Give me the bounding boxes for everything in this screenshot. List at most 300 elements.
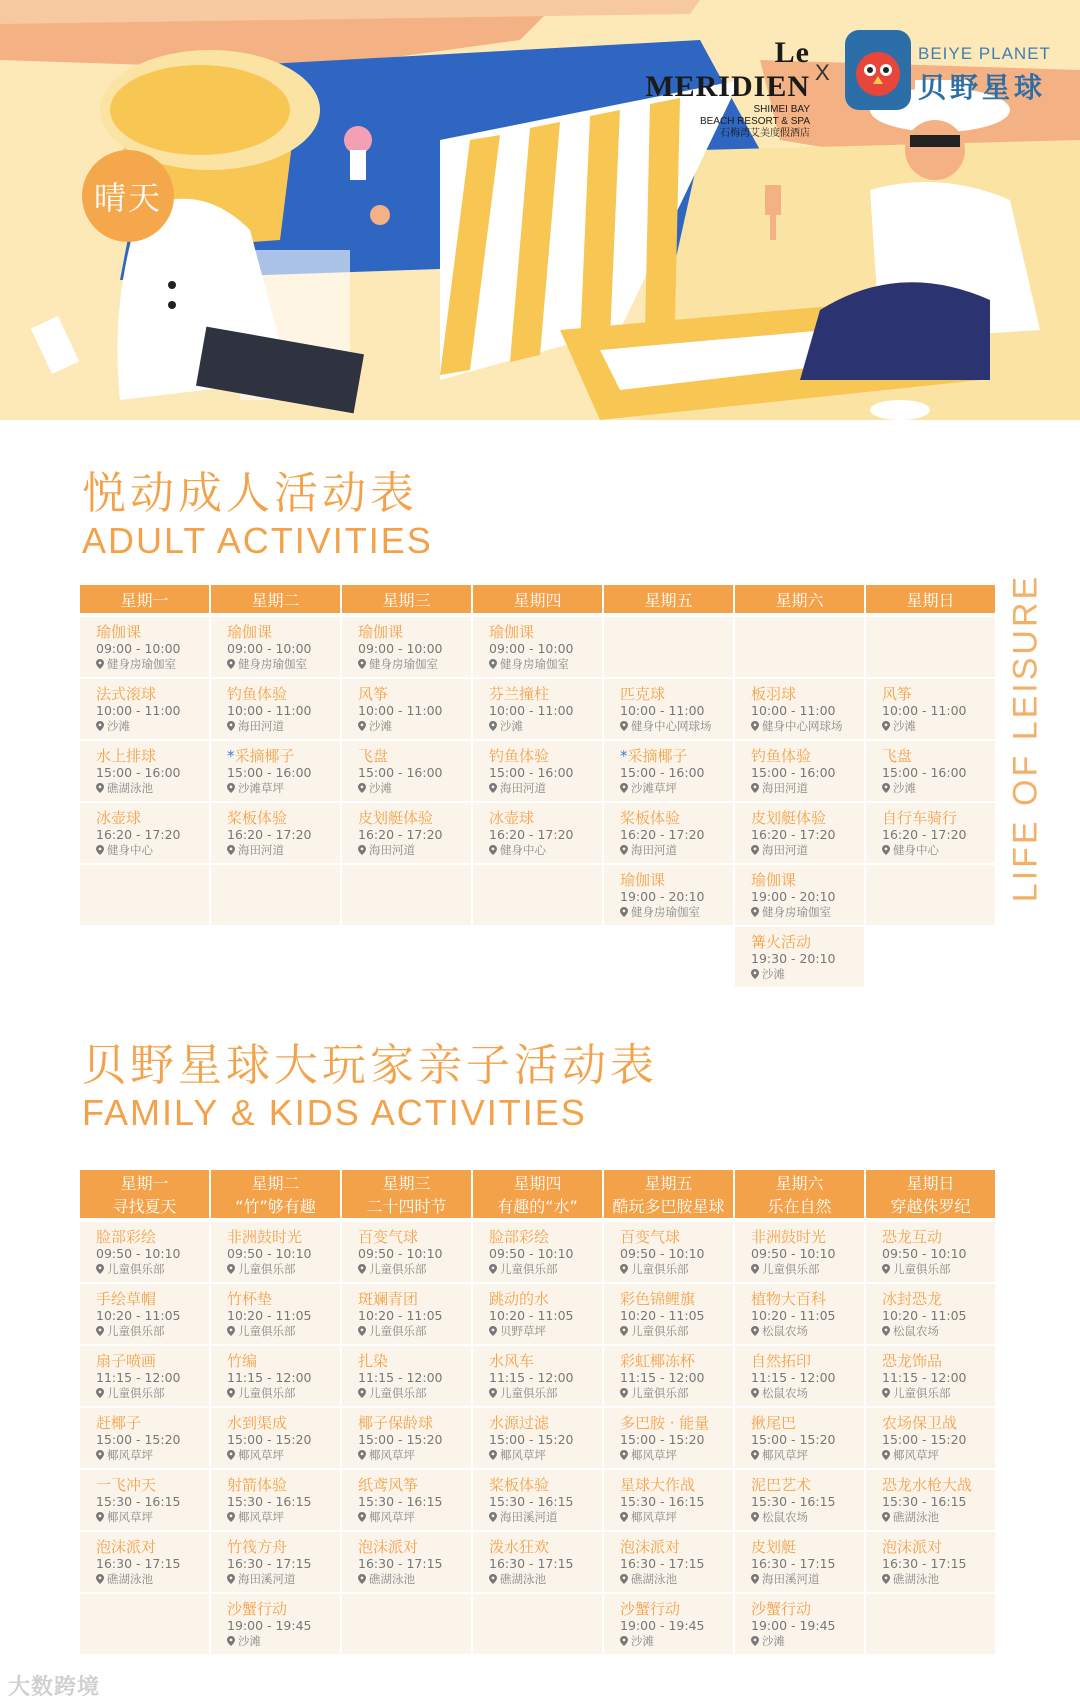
activity-location-text: 椰风草坪 [369,1447,415,1462]
activity-name [358,1352,471,1370]
location-pin-icon [620,1326,628,1336]
activity-location-text: 椰风草坪 [762,1447,808,1462]
activity-name-text: 跳动的水 [489,1289,550,1308]
activity-location [882,1448,995,1463]
activity-name [227,809,340,827]
activity-location [227,1510,340,1525]
activity-location-text: 海田河道 [369,842,415,857]
activity-location-text: 健身中心网球场 [762,718,843,733]
activity-location [620,1262,733,1277]
activity-time: 11:15 - 12:00 [882,1369,967,1385]
activity-location [96,843,209,858]
activity-name-text: 瑜伽课 [751,870,797,889]
location-pin-icon [751,907,759,917]
activity-location-text: 椰风草坪 [107,1509,153,1524]
activity-location-text: 沙滩草坪 [238,780,284,795]
activity-location-text: 礁湖泳池 [893,1571,939,1586]
activity-name-text: 脸部彩绘 [96,1227,157,1246]
location-pin-icon [96,1264,104,1274]
activity-location [358,1262,471,1277]
activity-name [489,1228,602,1246]
location-pin-icon [96,783,104,793]
activity-time: 15:00 - 15:20 [489,1431,574,1447]
location-pin-icon [751,1636,759,1646]
activity-name [489,1352,602,1370]
activity-cell [211,679,340,741]
activity-cell [866,1470,995,1532]
activity-location [620,719,733,734]
empty-cell [866,617,995,679]
activity-cell [211,1346,340,1408]
activity-name [358,1538,471,1556]
activity-time: 10:20 - 11:05 [882,1307,967,1323]
activity-name [751,1600,864,1618]
activity-name [96,685,209,703]
activity-time: 09:00 - 10:00 [96,640,181,656]
activity-cell [866,1222,995,1284]
location-pin-icon [489,1450,497,1460]
activity-cell [735,865,864,927]
activity-name [751,685,864,703]
activity-time: 09:50 - 10:10 [96,1245,181,1261]
activity-name [751,809,864,827]
activity-name [751,1414,864,1432]
beiye-planet-cn: 贝野星球 [918,71,1047,104]
location-pin-icon [882,1450,890,1460]
activity-name-text: 彩虹椰冻杯 [620,1351,696,1370]
activity-name-text: 自行车骑行 [882,808,958,827]
activity-time: 16:30 - 17:15 [620,1555,705,1571]
meridien-sub1: SHIMEI BAY [753,104,810,115]
activity-name [620,1352,733,1370]
activity-name-text: 冰壶球 [489,808,535,827]
activity-cell [211,617,340,679]
day-header [473,1170,602,1218]
activity-time: 16:20 - 17:20 [751,826,836,842]
activity-time: 15:30 - 16:15 [96,1493,181,1509]
location-pin-icon [96,1512,104,1522]
empty-cell [473,1594,602,1656]
activity-location [96,1262,209,1277]
activity-location-text: 海田河道 [631,842,677,857]
activity-cell [604,1470,733,1532]
activity-location-text: 健身房瑜伽室 [500,656,569,671]
meridien-sub2: BEACH RESORT & SPA [699,116,810,127]
activity-time: 10:00 - 11:00 [358,702,443,718]
location-pin-icon [227,1450,235,1460]
activity-location [751,905,864,920]
activity-location [96,657,209,672]
activity-cell [735,803,864,865]
activity-location [227,1324,340,1339]
day-header: 星期二 [211,585,340,613]
activity-cell [735,1594,864,1656]
activity-name-text: 非洲鼓时光 [751,1227,827,1246]
hero-illustration [0,0,1080,420]
day-theme: “竹”够有趣 [235,1197,316,1216]
activity-time: 09:50 - 10:10 [620,1245,705,1261]
location-pin-icon [751,1388,759,1398]
activity-location-text: 海田溪河道 [762,1571,820,1586]
beiye-mascot-icon [845,30,911,110]
activity-name-text: 钓鱼体验 [751,746,812,765]
activity-time: 10:20 - 11:05 [96,1307,181,1323]
location-pin-icon [489,1388,497,1398]
adult-title-cn: 悦动成人活动表 [82,468,418,519]
activity-location [489,1572,602,1587]
activity-location-text: 海田河道 [762,780,808,795]
activity-name-text: 椰子保龄球 [358,1413,434,1432]
side-text-label: LIFE OF LEISURE [1006,573,1045,903]
activity-name-text: 法式滚球 [96,684,157,703]
activity-location-text: 沙滩 [369,718,392,733]
activity-name-text: 水风车 [489,1351,535,1370]
empty-cell [211,865,340,927]
location-pin-icon [227,659,235,669]
activity-location-text: 儿童俱乐部 [500,1385,558,1400]
activity-name [227,1290,340,1308]
location-pin-icon [620,1264,628,1274]
activity-cell [80,617,209,679]
location-pin-icon [358,783,366,793]
activity-location [489,1448,602,1463]
location-pin-icon [751,1574,759,1584]
empty-cell [342,865,471,927]
activity-name-text: 泡沫派对 [96,1537,157,1556]
activity-name-text: 瑜伽课 [227,622,273,641]
empty-cell [80,865,209,927]
location-pin-icon [882,1264,890,1274]
activity-name-text: 揪尾巴 [751,1413,797,1432]
location-pin-icon [751,1326,759,1336]
activity-time: 15:00 - 15:20 [227,1431,312,1447]
activity-location-text: 儿童俱乐部 [369,1261,427,1276]
activity-location-text: 沙滩 [107,718,130,733]
activity-location [751,1324,864,1339]
blank-cell [211,927,340,989]
activity-location [358,719,471,734]
activity-location-text: 椰风草坪 [500,1447,546,1462]
activity-time: 09:50 - 10:10 [882,1245,967,1261]
activity-name [620,1414,733,1432]
activity-name [358,1228,471,1246]
activity-cell [735,1408,864,1470]
activity-name-text: 竹杯垫 [227,1289,273,1308]
activity-location-text: 沙滩 [762,1633,785,1648]
activity-time: 19:30 - 20:10 [751,950,836,966]
activity-location-text: 儿童俱乐部 [238,1323,296,1338]
activity-name-text: 手绘草帽 [96,1289,157,1308]
activity-location-text: 沙滩 [238,1633,261,1648]
activity-name [751,747,864,765]
activity-name [620,1476,733,1494]
activity-name [882,1352,995,1370]
activity-location [620,843,733,858]
activity-location [489,1324,602,1339]
activity-time: 09:00 - 10:00 [489,640,574,656]
day-name: 星期日 [906,1174,955,1193]
activity-time: 11:15 - 12:00 [620,1369,705,1385]
activity-cell [473,679,602,741]
location-pin-icon [489,845,497,855]
activity-cell [80,1470,209,1532]
activity-name-text: 赶椰子 [96,1413,142,1432]
location-pin-icon [751,969,759,979]
activity-cell [342,1284,471,1346]
activity-cell [735,1284,864,1346]
activity-name [358,747,471,765]
activity-time: 19:00 - 20:10 [620,888,705,904]
empty-cell [604,617,733,679]
location-pin-icon [620,1388,628,1398]
activity-name [96,809,209,827]
activity-cell [80,1532,209,1594]
blank-cell [80,927,209,989]
activity-time: 16:20 - 17:20 [620,826,705,842]
activity-name [227,685,340,703]
activity-cell [604,1408,733,1470]
location-pin-icon [489,1574,497,1584]
activity-name [96,1414,209,1432]
activity-location-text: 健身中心 [893,842,939,857]
location-pin-icon [227,1512,235,1522]
activity-cell [80,679,209,741]
location-pin-icon [358,1512,366,1522]
activity-location [751,1510,864,1525]
activity-location-text: 松鼠农场 [762,1323,808,1338]
activity-name [96,1228,209,1246]
activity-time: 15:00 - 15:20 [96,1431,181,1447]
location-pin-icon [227,1636,235,1646]
activity-location [751,1572,864,1587]
activity-cell [604,803,733,865]
activity-name-text: 飞盘 [358,746,389,765]
day-name: 星期四 [513,1174,562,1193]
location-pin-icon [751,1450,759,1460]
activity-name-text: 竹编 [227,1351,258,1370]
activity-name-text: 扎染 [358,1351,389,1370]
location-pin-icon [96,1326,104,1336]
activity-cell [80,1284,209,1346]
activity-location-text: 贝野草坪 [500,1323,546,1338]
location-pin-icon [620,783,628,793]
activity-location [751,1262,864,1277]
activity-location-text: 健身房瑜伽室 [369,656,438,671]
activity-location [751,843,864,858]
activity-time: 09:50 - 10:10 [358,1245,443,1261]
activity-name [751,871,864,889]
activity-location [882,1510,995,1525]
activity-location [489,843,602,858]
activity-cell [735,741,864,803]
activity-location [96,1510,209,1525]
activity-location-text: 海田溪河道 [238,1571,296,1586]
activity-time: 11:15 - 12:00 [489,1369,574,1385]
day-name: 星期三 [382,1174,431,1193]
location-pin-icon [882,1574,890,1584]
activity-location-text: 椰风草坪 [369,1509,415,1524]
activity-time: 15:00 - 16:00 [882,764,967,780]
activity-time: 16:20 - 17:20 [227,826,312,842]
activity-location [96,1448,209,1463]
activity-time: 10:00 - 11:00 [489,702,574,718]
activity-name-text: 沙蟹行动 [620,1599,681,1618]
activity-name-text: 采摘椰子 [627,746,688,765]
activity-location [489,1510,602,1525]
activity-name [227,1600,340,1618]
location-pin-icon [489,783,497,793]
activity-time: 15:30 - 16:15 [620,1493,705,1509]
activity-location-text: 沙滩 [369,780,392,795]
activity-cell [735,679,864,741]
activity-location-text: 椰风草坪 [631,1509,677,1524]
activity-time: 15:30 - 16:15 [358,1493,443,1509]
activity-name [620,1538,733,1556]
activity-name-text: 瑜伽课 [96,622,142,641]
activity-name [882,1414,995,1432]
activity-name [489,1414,602,1432]
location-pin-icon [620,907,628,917]
activity-location [882,1324,995,1339]
activity-location-text: 椰风草坪 [107,1447,153,1462]
activity-name [358,1290,471,1308]
activity-location [96,1386,209,1401]
activity-name [358,685,471,703]
activity-location-text: 儿童俱乐部 [369,1385,427,1400]
activity-location-text: 松鼠农场 [762,1509,808,1524]
activity-location [227,1262,340,1277]
activity-name-text: 桨板体验 [620,808,681,827]
location-pin-icon [96,1574,104,1584]
activity-name-text: 瑜伽课 [489,622,535,641]
activity-name [882,1228,995,1246]
activity-cell [473,1532,602,1594]
activity-name [227,747,340,765]
activity-name [620,747,733,765]
location-pin-icon [489,1512,497,1522]
day-header: 星期日 [866,585,995,613]
location-pin-icon [96,1450,104,1460]
activity-cell [473,617,602,679]
activity-name-text: 恐龙水枪大战 [882,1475,973,1494]
activity-name-text: 皮划艇体验 [358,808,434,827]
activity-location-text: 沙滩 [893,718,916,733]
activity-name [358,1476,471,1494]
location-pin-icon [620,721,628,731]
activity-time: 16:30 - 17:15 [882,1555,967,1571]
blank-cell [866,927,995,989]
location-pin-icon [489,721,497,731]
location-pin-icon [96,845,104,855]
activity-name [227,1538,340,1556]
activity-cell [342,803,471,865]
activity-name [882,747,995,765]
activity-name-text: 匹克球 [620,684,666,703]
activity-name-text: 斑斓青团 [358,1289,419,1308]
activity-location-text: 儿童俱乐部 [631,1261,689,1276]
activity-time: 15:00 - 16:00 [227,764,312,780]
activity-name-text: 泥巴艺术 [751,1475,812,1494]
activity-location [751,719,864,734]
activity-cell [211,1594,340,1656]
activity-location-text: 沙滩 [893,780,916,795]
day-header: 星期四 [473,585,602,613]
activity-location-text: 椰风草坪 [238,1509,284,1524]
activity-location-text: 沙滩 [762,966,785,981]
activity-location [358,1448,471,1463]
activity-name [227,1228,340,1246]
adult-schedule-table [80,585,995,989]
activity-name [489,809,602,827]
activity-location [751,1634,864,1649]
activity-location-text: 礁湖泳池 [893,1509,939,1524]
activity-name-text: 风筝 [358,684,389,703]
activity-time: 19:00 - 19:45 [751,1617,836,1633]
activity-cell [342,1408,471,1470]
activity-location-text: 健身房瑜伽室 [631,904,700,919]
activity-time: 10:20 - 11:05 [358,1307,443,1323]
activity-location [489,657,602,672]
activity-cell [735,1346,864,1408]
activity-time: 16:30 - 17:15 [751,1555,836,1571]
activity-cell [473,1408,602,1470]
activity-time: 15:00 - 16:00 [96,764,181,780]
activity-time: 09:50 - 10:10 [227,1245,312,1261]
activity-cell [604,1222,733,1284]
empty-cell [735,617,864,679]
location-pin-icon [96,659,104,669]
activity-name [751,1228,864,1246]
activity-location-text: 礁湖泳池 [500,1571,546,1586]
activity-cell [80,803,209,865]
activity-name-text: 篝火活动 [751,932,812,951]
activity-cell [473,1470,602,1532]
activity-cell [473,741,602,803]
location-pin-icon [620,1574,628,1584]
activity-cell [211,1408,340,1470]
activity-cell [473,1222,602,1284]
activity-name [882,1476,995,1494]
activity-location [227,1448,340,1463]
family-section-title [82,1040,658,1134]
activity-name-text: 彩色锦鲤旗 [620,1289,696,1308]
star-marker: * [227,746,235,765]
activity-name [96,623,209,641]
activity-name [751,933,864,951]
activity-name-text: 竹筏方舟 [227,1537,288,1556]
day-header [211,1170,340,1218]
location-pin-icon [358,1574,366,1584]
le-meridien-logo [620,36,810,140]
activity-location [489,1262,602,1277]
activity-time: 11:15 - 12:00 [96,1369,181,1385]
activity-cell [866,1532,995,1594]
activity-location [358,657,471,672]
activity-name-text: 自然拓印 [751,1351,812,1370]
activity-location-text: 健身房瑜伽室 [762,904,831,919]
activity-time: 16:20 - 17:20 [358,826,443,842]
activity-name [489,747,602,765]
activity-time: 15:00 - 16:00 [358,764,443,780]
activity-name [620,685,733,703]
activity-time: 09:00 - 10:00 [358,640,443,656]
activity-name-text: 农场保卫战 [882,1413,958,1432]
activity-name-text: 板羽球 [751,684,797,703]
activity-location [358,781,471,796]
activity-name [620,871,733,889]
day-header: 星期六 [735,585,864,613]
activity-location [620,905,733,920]
